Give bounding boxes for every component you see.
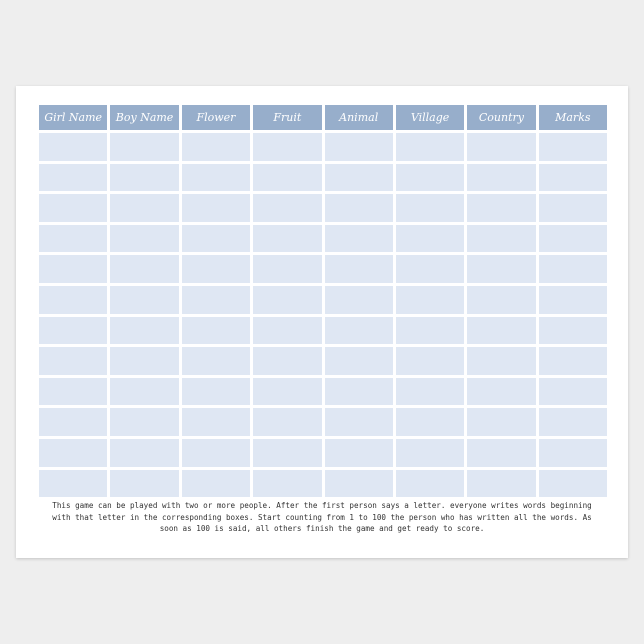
answer-cell[interactable] (396, 470, 464, 498)
answer-cell[interactable] (182, 317, 250, 345)
answer-cell[interactable] (396, 164, 464, 192)
answer-cell[interactable] (39, 164, 107, 192)
answer-cell[interactable] (396, 225, 464, 253)
answer-cell[interactable] (539, 225, 607, 253)
answer-cell[interactable] (110, 164, 178, 192)
answer-cell[interactable] (253, 286, 321, 314)
answer-cell[interactable] (253, 347, 321, 375)
answer-cell[interactable] (467, 317, 535, 345)
answer-cell[interactable] (182, 164, 250, 192)
answer-cell[interactable] (253, 378, 321, 406)
answer-cell[interactable] (182, 408, 250, 436)
answer-cell[interactable] (39, 347, 107, 375)
answer-cell[interactable] (253, 317, 321, 345)
answer-cell[interactable] (539, 255, 607, 283)
answer-cell[interactable] (253, 133, 321, 161)
answer-cell[interactable] (325, 194, 393, 222)
answer-cell[interactable] (467, 225, 535, 253)
answer-cell[interactable] (182, 439, 250, 467)
answer-cell[interactable] (39, 225, 107, 253)
answer-cell[interactable] (253, 255, 321, 283)
answer-cell[interactable] (325, 378, 393, 406)
answer-cell[interactable] (39, 286, 107, 314)
answer-cell[interactable] (182, 347, 250, 375)
answer-cell[interactable] (253, 439, 321, 467)
column-header: Fruit (253, 105, 321, 130)
answer-cell[interactable] (539, 439, 607, 467)
answer-cell[interactable] (325, 439, 393, 467)
answer-cell[interactable] (39, 133, 107, 161)
answer-cell[interactable] (325, 470, 393, 498)
answer-cell[interactable] (110, 286, 178, 314)
answer-cell[interactable] (396, 255, 464, 283)
answer-cell[interactable] (539, 378, 607, 406)
answer-cell[interactable] (539, 194, 607, 222)
answer-cell[interactable] (467, 133, 535, 161)
answer-cell[interactable] (467, 286, 535, 314)
column-header: Marks (539, 105, 607, 130)
answer-cell[interactable] (110, 347, 178, 375)
answer-cell[interactable] (110, 378, 178, 406)
answer-cell[interactable] (539, 470, 607, 498)
answer-cell[interactable] (39, 194, 107, 222)
answer-cell[interactable] (539, 164, 607, 192)
answer-cell[interactable] (325, 133, 393, 161)
answer-cell[interactable] (396, 378, 464, 406)
answer-cell[interactable] (253, 225, 321, 253)
answer-cell[interactable] (110, 470, 178, 498)
answer-cell[interactable] (325, 408, 393, 436)
answer-cell[interactable] (110, 133, 178, 161)
answer-cell[interactable] (253, 408, 321, 436)
answer-cell[interactable] (467, 378, 535, 406)
answer-cell[interactable] (467, 408, 535, 436)
answer-cell[interactable] (39, 470, 107, 498)
answer-cell[interactable] (396, 347, 464, 375)
answer-cell[interactable] (39, 408, 107, 436)
answer-cell[interactable] (539, 286, 607, 314)
answer-cell[interactable] (325, 225, 393, 253)
answer-cell[interactable] (110, 225, 178, 253)
answer-cell[interactable] (110, 408, 178, 436)
answer-cell[interactable] (396, 286, 464, 314)
answer-cell[interactable] (467, 439, 535, 467)
answer-cell[interactable] (182, 378, 250, 406)
answer-cell[interactable] (467, 255, 535, 283)
answer-cell[interactable] (467, 194, 535, 222)
answer-cell[interactable] (467, 470, 535, 498)
instructions-text: This game can be played with two or more people. After the first person says a letter. everyone writes words beginning with that letter in the corresponding boxes. Start counting from 1 to 100 the person who has written all the words. As soon as 100 is said, all others finish the game and get ready to score. (52, 501, 592, 533)
answer-cell[interactable] (396, 194, 464, 222)
answer-cell[interactable] (39, 378, 107, 406)
answer-cell[interactable] (182, 255, 250, 283)
answer-cell[interactable] (325, 347, 393, 375)
column-header: Animal (325, 105, 393, 130)
answer-cell[interactable] (253, 470, 321, 498)
answer-cell[interactable] (325, 255, 393, 283)
answer-cell[interactable] (396, 317, 464, 345)
column-header: Village (396, 105, 464, 130)
column-header: Country (467, 105, 535, 130)
answer-cell[interactable] (539, 133, 607, 161)
answer-cell[interactable] (182, 286, 250, 314)
answer-cell[interactable] (539, 347, 607, 375)
answer-cell[interactable] (253, 164, 321, 192)
answer-cell[interactable] (182, 225, 250, 253)
answer-cell[interactable] (396, 439, 464, 467)
column-header: Girl Name (39, 105, 107, 130)
answer-cell[interactable] (467, 164, 535, 192)
answer-cell[interactable] (110, 439, 178, 467)
answer-cell[interactable] (396, 408, 464, 436)
answer-cell[interactable] (39, 255, 107, 283)
answer-cell[interactable] (39, 317, 107, 345)
answer-cell[interactable] (253, 194, 321, 222)
answer-cell[interactable] (182, 194, 250, 222)
answer-cell[interactable] (110, 317, 178, 345)
answer-cell[interactable] (182, 133, 250, 161)
answer-cell[interactable] (39, 439, 107, 467)
answer-cell[interactable] (325, 286, 393, 314)
answer-cell[interactable] (396, 133, 464, 161)
score-grid (39, 105, 607, 497)
answer-cell[interactable] (325, 164, 393, 192)
game-sheet (16, 86, 628, 558)
answer-cell[interactable] (110, 255, 178, 283)
answer-cell[interactable] (539, 317, 607, 345)
answer-cell[interactable] (325, 317, 393, 345)
column-header: Flower (182, 105, 250, 130)
answer-cell[interactable] (110, 194, 178, 222)
answer-cell[interactable] (467, 347, 535, 375)
column-header: Boy Name (110, 105, 178, 130)
answer-cell[interactable] (539, 408, 607, 436)
answer-cell[interactable] (182, 470, 250, 498)
